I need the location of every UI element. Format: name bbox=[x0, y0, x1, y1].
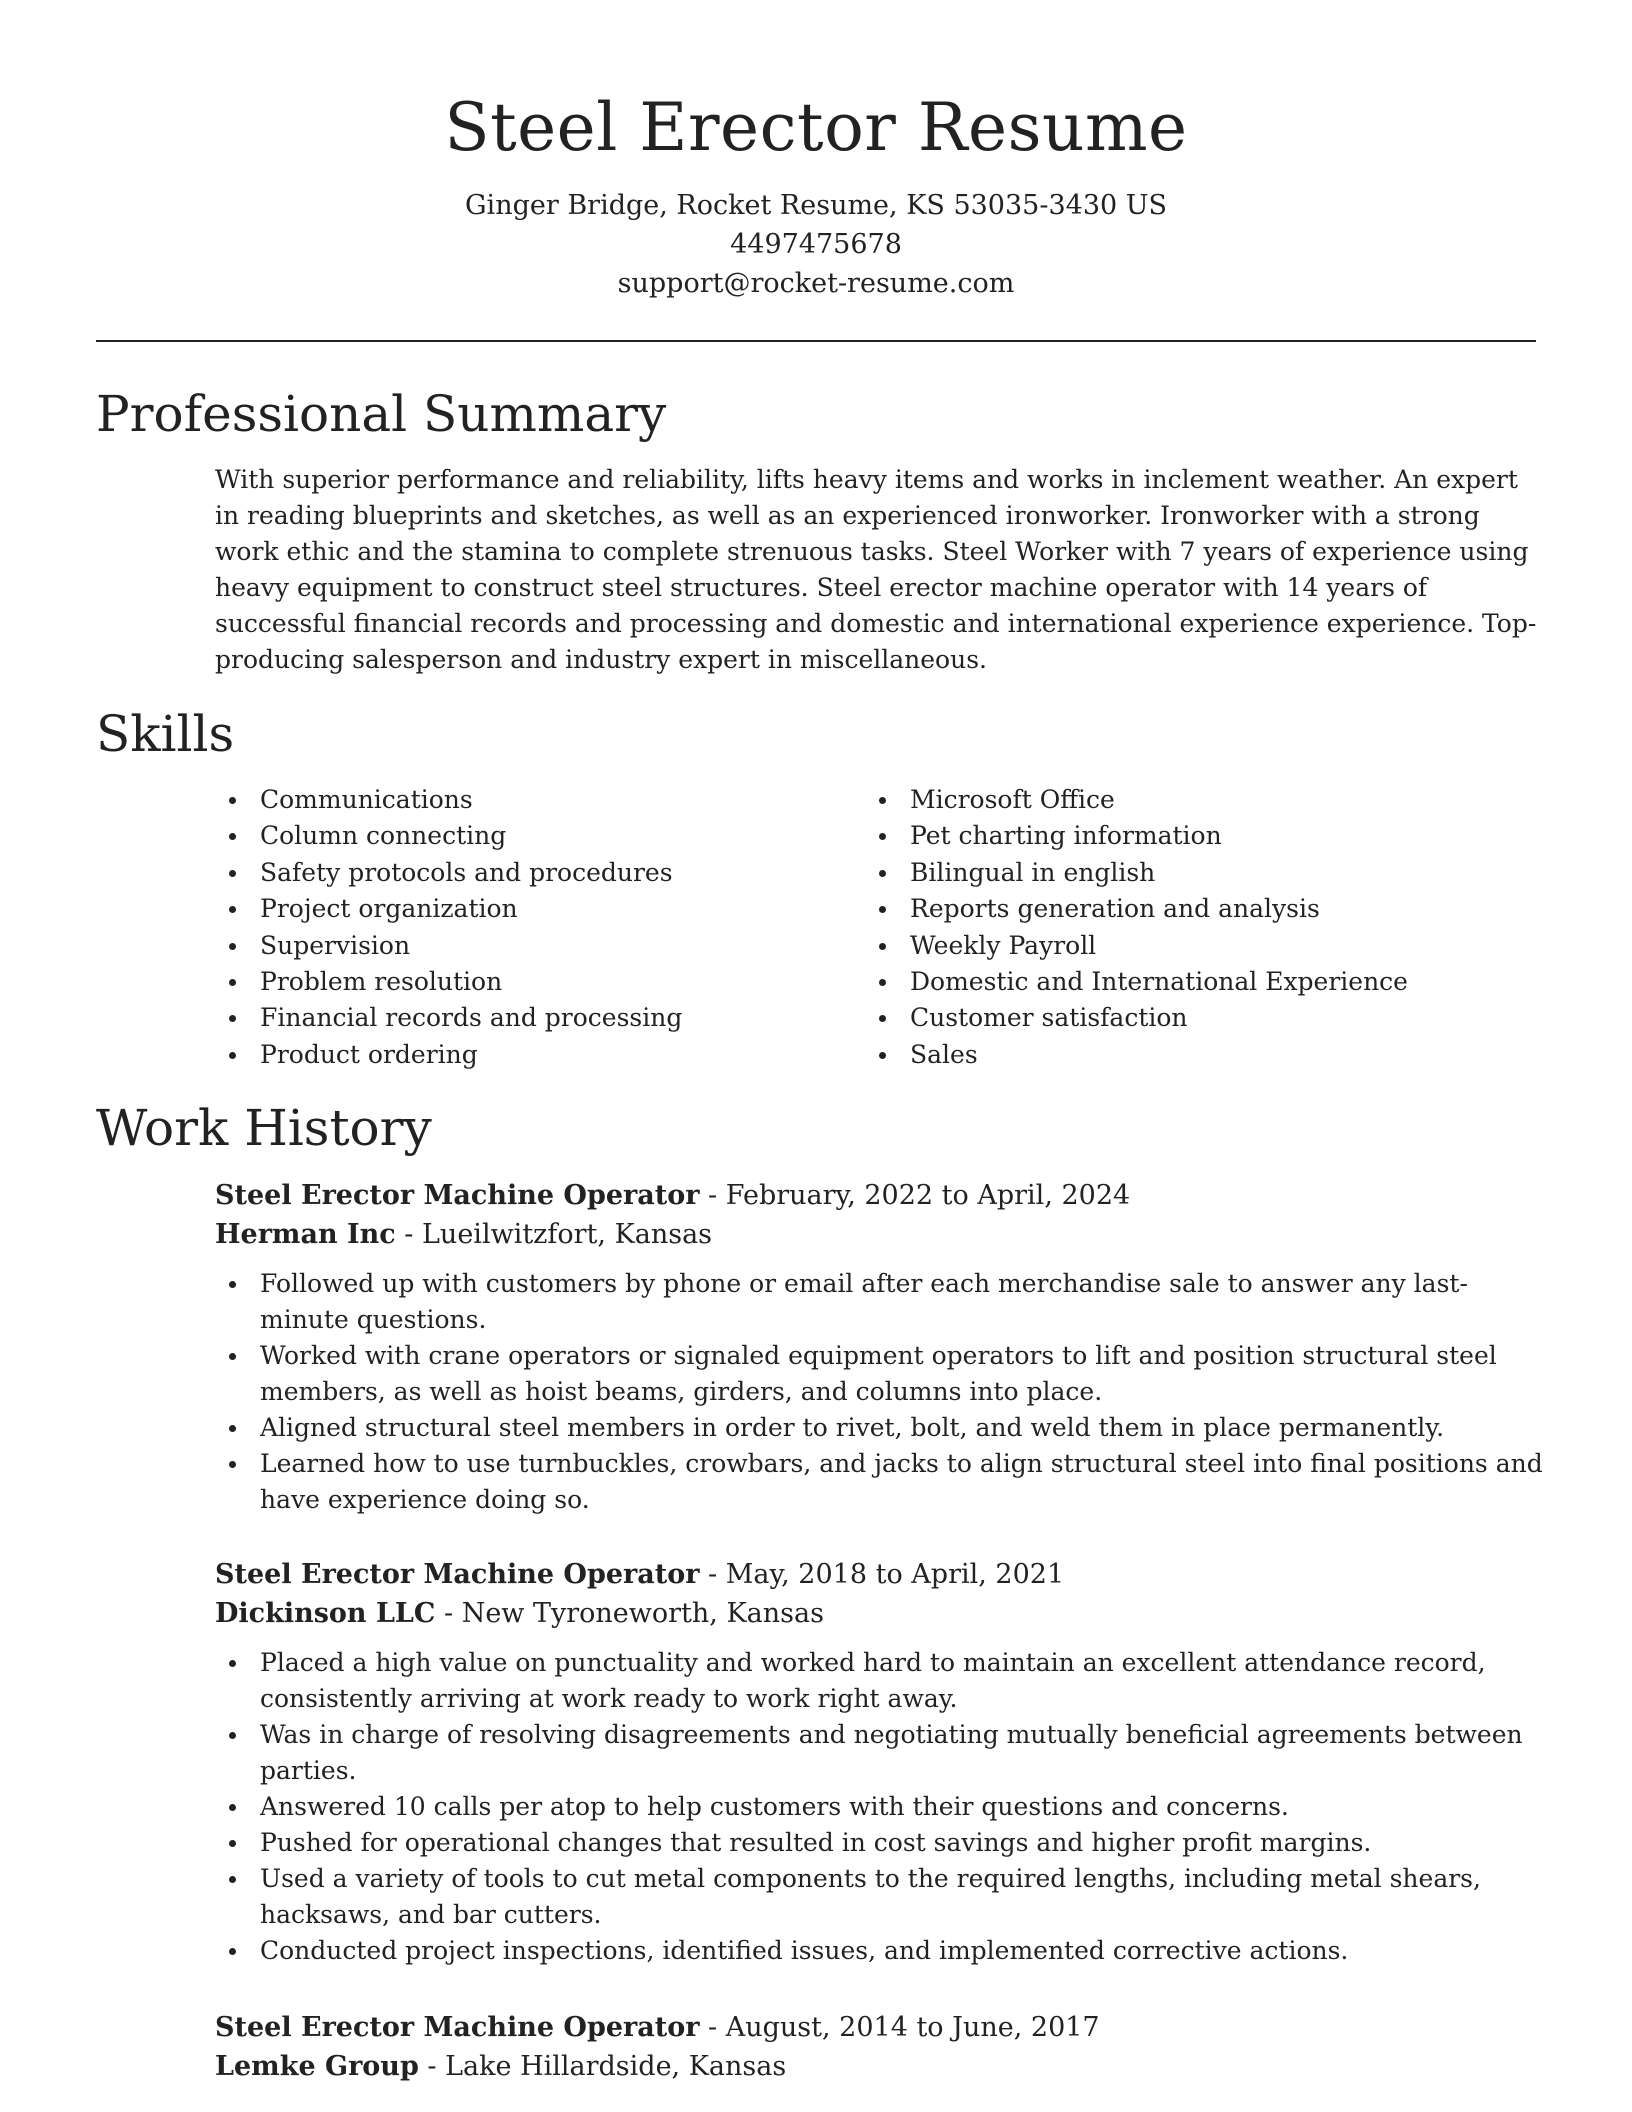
header-divider bbox=[96, 340, 1536, 342]
skill-item: Sales bbox=[865, 1037, 1515, 1073]
job-location: - Lake Hillardside, Kansas bbox=[418, 2051, 787, 2082]
skill-item: Microsoft Office bbox=[865, 782, 1515, 818]
resume-header bbox=[0, 0, 1632, 303]
phone-text: 4497475678 bbox=[730, 229, 902, 260]
skill-item: Customer satisfaction bbox=[865, 1000, 1515, 1036]
job-bullets bbox=[215, 1266, 1545, 1518]
job-bullet: Was in charge of resolving disagreements and negotiating mutually beneficial agreements between parties. bbox=[215, 1717, 1545, 1789]
job-bullet: Conducted project inspections, identified issues, and implemented corrective actions. bbox=[215, 1933, 1545, 1969]
job-bullet: Worked with crane operators or signaled equipment operators to lift and position structural steel members, as well as hoist beams, girders, and columns into place. bbox=[215, 1338, 1545, 1410]
job-role: Steel Erector Machine Operator bbox=[215, 1559, 700, 1590]
job-company-line bbox=[215, 2047, 1545, 2086]
contact-block bbox=[0, 186, 1632, 303]
summary-text: With superior performance and reliability, lifts heavy items and works in inclement weather. An expert in reading blueprints and sketches, as well as an experienced ironworker. Ironworker with a strong work ethic and the stamina to complete strenuous tasks. Steel Worker with 7 years of experience using heavy equipment to construct steel structures. Steel erector machine operator with 14 years of successful financial records and processing and domestic and international experience experience. Top-producing salesperson and industry expert in miscellaneous. bbox=[215, 465, 1537, 674]
job-entry bbox=[215, 1555, 1545, 1969]
skills-column-left bbox=[215, 782, 865, 1073]
job-entry bbox=[215, 1176, 1545, 1518]
job-role: Steel Erector Machine Operator bbox=[215, 1180, 700, 1211]
job-dates: - August, 2014 to June, 2017 bbox=[699, 2012, 1100, 2043]
skill-item: Problem resolution bbox=[215, 964, 865, 1000]
summary-heading: Professional Summary bbox=[96, 385, 667, 443]
skill-item: Product ordering bbox=[215, 1037, 865, 1073]
skill-item: Column connecting bbox=[215, 818, 865, 854]
skill-item: Project organization bbox=[215, 891, 865, 927]
skill-item: Communications bbox=[215, 782, 865, 818]
address-text: Ginger Bridge, Rocket Resume, KS 53035-3430 US bbox=[464, 190, 1168, 221]
job-entry bbox=[215, 2008, 1545, 2086]
skill-item: Safety protocols and procedures bbox=[215, 855, 865, 891]
job-bullet: Followed up with customers by phone or email after each merchandise sale to answer any last-minute questions. bbox=[215, 1266, 1545, 1338]
skill-item: Domestic and International Experience bbox=[865, 964, 1515, 1000]
job-bullet: Used a variety of tools to cut metal components to the required lengths, including metal shears, hacksaws, and bar cutters. bbox=[215, 1861, 1545, 1933]
skill-item: Bilingual in english bbox=[865, 855, 1515, 891]
job-title-line bbox=[215, 1176, 1545, 1215]
skills-column-right bbox=[865, 782, 1515, 1073]
job-company-line bbox=[215, 1594, 1545, 1633]
job-bullet: Answered 10 calls per atop to help customers with their questions and concerns. bbox=[215, 1789, 1545, 1825]
skills-heading: Skills bbox=[96, 705, 235, 763]
work-history-heading: Work History bbox=[96, 1099, 432, 1157]
job-bullets bbox=[215, 1645, 1545, 1969]
job-title-line bbox=[215, 1555, 1545, 1594]
job-bullet: Placed a high value on punctuality and worked hard to maintain an excellent attendance record, consistently arriving at work ready to work right away. bbox=[215, 1645, 1545, 1717]
job-title-line bbox=[215, 2008, 1545, 2047]
job-company-line bbox=[215, 1215, 1545, 1254]
job-dates: - February, 2022 to April, 2024 bbox=[699, 1180, 1131, 1211]
job-bullet: Pushed for operational changes that resulted in cost savings and higher profit margins. bbox=[215, 1825, 1545, 1861]
job-company: Herman Inc bbox=[215, 1219, 396, 1250]
email-text: support@rocket-resume.com bbox=[617, 268, 1015, 299]
skill-item: Weekly Payroll bbox=[865, 928, 1515, 964]
job-bullet: Learned how to use turnbuckles, crowbars, and jacks to align structural steel into final positions and have experience doing so. bbox=[215, 1446, 1545, 1518]
skills-list bbox=[215, 782, 1545, 1073]
job-company: Lemke Group bbox=[215, 2051, 419, 2082]
resume-title: Steel Erector Resume bbox=[444, 89, 1188, 166]
job-location: - New Tyroneworth, Kansas bbox=[435, 1598, 824, 1629]
job-location: - Lueilwitzfort, Kansas bbox=[395, 1219, 713, 1250]
skill-item: Reports generation and analysis bbox=[865, 891, 1515, 927]
job-role: Steel Erector Machine Operator bbox=[215, 2012, 700, 2043]
job-company: Dickinson LLC bbox=[215, 1598, 436, 1629]
skill-item: Pet charting information bbox=[865, 818, 1515, 854]
skill-item: Financial records and processing bbox=[215, 1000, 865, 1036]
skill-item: Supervision bbox=[215, 928, 865, 964]
job-dates: - May, 2018 to April, 2021 bbox=[699, 1559, 1065, 1590]
job-bullet: Aligned structural steel members in order to rivet, bolt, and weld them in place permanently. bbox=[215, 1410, 1545, 1446]
